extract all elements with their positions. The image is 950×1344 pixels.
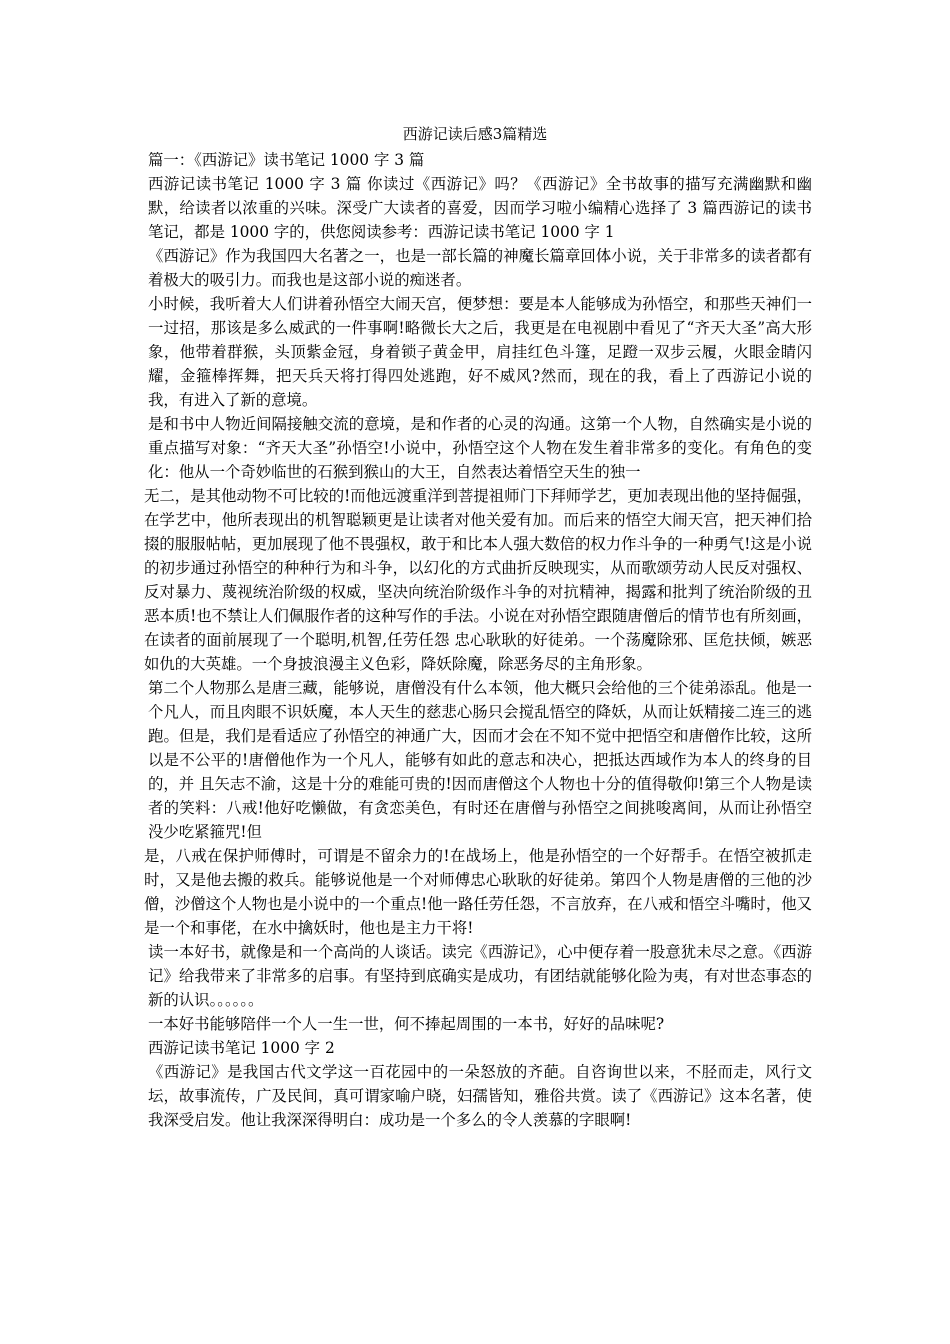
paragraph: 西游记读书笔记 1000 字 3 篇 你读过《西游记》吗？《西游记》全书故事的描写充满幽默和幽默，给读者以浓重的兴味。深受广大读者的喜爱，因而学习啦小编精心选择了 3 篇西游记的读书笔记，都是 1000 字的，供您阅读参考：西游记读书笔记 1000 字 1 <box>148 175 812 241</box>
paragraph: 一本好书能够陪伴一个人一生一世，何不捧起周围的一本书，好好的品味呢? <box>148 1015 665 1033</box>
paragraph: 《西游记》作为我国四大名著之一，也是一部长篇的神魔长篇章回体小说，关于非常多的读者都有着极大的吸引力。而我也是这部小说的痴迷者。 <box>148 247 812 289</box>
paragraph: 是和书中人物近间隔接触交流的意境，是和作者的心灵的沟通。这第一个人物，自然确实是小说的重点描写对象：“齐天大圣”孙悟空!小说中，孙悟空这个人物在发生着非常多的变化。有角色的变化：他从一个奇妙临世的石猴到猴山的大王，自然表达着悟空天生的独一 <box>148 415 812 481</box>
paragraph: 篇一：《西游记》读书笔记 1000 字 3 篇 <box>148 151 425 169</box>
paragraph: 无二，是其他动物不可比较的!而他远渡重洋到菩提祖师门下拜师学艺，更加表现出他的坚持倔强，在学艺中，他所表现出的机智聪颖更是让读者对他关爱有加。而后来的悟空大闹天宫，把天神们拾掇的服服帖帖，更加展现了他不畏强权，敢于和比本人强大数倍的权力作斗争的一种勇气!这是小说的初步通过孙悟空的种种行为和斗争，以幻化的方式曲折反映现实，从而歌颂劳动人民反对强权、反对暴力、蔑视统治阶级的权威，坚决向统治阶级作斗争的对抗精神，揭露和批判了统治阶级的丑恶本质!也不禁让人们佩服作者的这种写作的手法。小说在对孙悟空跟随唐僧后的情节也有所刻画，在读者的面前展现了一个聪明,机智,任劳任怨 忠心耿耿的好徒弟。一个荡魔除邪、匡危扶倾，嫉恶如仇的大英雄。一个身披浪漫主义色彩，降妖除魔，除恶务尽的主角形象。 <box>144 487 812 673</box>
document-body <box>144 148 812 1132</box>
paragraph: 西游记读书笔记 1000 字 2 <box>148 1039 335 1057</box>
document-title: 西游记读后感3篇精选 <box>402 125 548 143</box>
paragraph: 第二个人物那么是唐三藏，能够说，唐僧没有什么本领，他大概只会给他的三个徒弟添乱。他是一个凡人，而且肉眼不识妖魔，本人天生的慈悲心肠只会搅乱悟空的降妖，从而让妖精接二连三的逃跑。但是，我们是看适应了孙悟空的神通广大，因而才会在不知不觉中把悟空和唐僧作比较，这所以是不公平的!唐僧他作为一个凡人，能够有如此的意志和决心，把抵达西域作为本人的终身的目的，并 且矢志不渝，这是十分的难能可贵的!因而唐僧这个人物也十分的值得敬仰!第三个人物是读者的笑料：八戒!他好吃懒做，有贪恋美色，有时还在唐僧与孙悟空之间挑唆离间，从而让孙悟空没少吃紧箍咒!但 <box>148 679 812 841</box>
paragraph: 《西游记》是我国古代文学这一百花园中的一朵怒放的齐葩。自咨询世以来，不胫而走，风行文坛，故事流传，广及民间，真可谓家喻户晓，妇孺皆知，雅俗共赏。读了《西游记》这本名著，使我深受启发。他让我深深得明白：成功是一个多么的令人羡慕的字眼啊! <box>148 1063 812 1129</box>
paragraph: 小时候，我听着大人们讲着孙悟空大闹天宫，便梦想：要是本人能够成为孙悟空，和那些天神们一一过招，那该是多么威武的一件事啊!略微长大之后，我更是在电视剧中看见了“齐天大圣”高大形象，他带着群猴，头顶紫金冠，身着锁子黄金甲，肩挂红色斗篷，足蹬一双步云履，火眼金睛闪耀，金箍棒挥舞，把天兵天将打得四处逃跑，好不威风?然而，现在的我，看上了西游记小说的我，有进入了新的意境。 <box>148 295 812 409</box>
paragraph: 是，八戒在保护师傅时，可谓是不留余力的!在战场上，他是孙悟空的一个好帮手。在悟空被抓走时，又是他去搬的救兵。能够说他是一个对师傅忠心耿耿的好徒弟。第四个人物是唐僧的三他的沙僧，沙僧这个人物也是小说中的一个重点!他一路任劳任怨，不言放弃，在八戒和悟空斗嘴时，他又是一个和事佬，在水中擒妖时，他也是主力干将! <box>144 847 812 937</box>
paragraph: 读一本好书，就像是和一个高尚的人谈话。读完《西游记》，心中便存着一股意犹未尽之意。《西游记》给我带来了非常多的启事。有坚持到底确实是成功，有团结就能够化险为夷，有对世态事态的新的认识。。。。。。 <box>148 943 812 1009</box>
